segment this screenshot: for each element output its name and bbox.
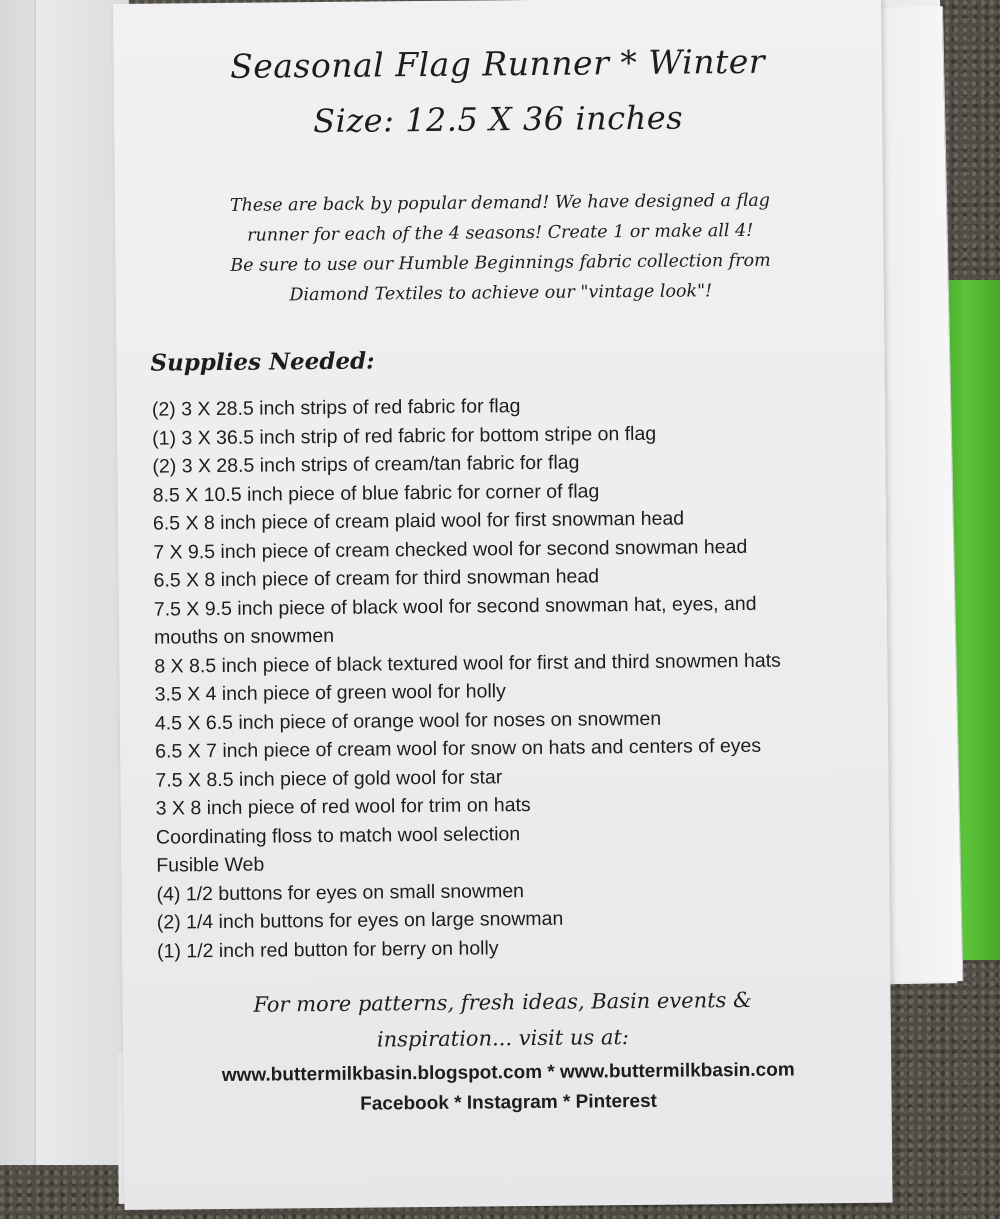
supply-item: (4) 1/2 buttons for eyes on small snowmen [156, 879, 525, 906]
supply-item: Fusible Web [156, 853, 265, 877]
supply-item: 6.5 X 7 inch piece of cream wool for snow on hats and centers of eyes [155, 734, 762, 763]
pattern-title: Seasonal Flag Runner * Winter [229, 41, 766, 86]
supply-item: 3.5 X 4 inch piece of green wool for holly [154, 680, 506, 706]
supply-item: 4.5 X 6.5 inch piece of orange wool for noses on snowmen [154, 707, 662, 735]
intro-line: Diamond Textiles to achieve our "vintage look"! [289, 281, 713, 306]
supply-item: (2) 3 X 28.5 inch strips of red fabric for flag [151, 395, 521, 421]
intro-line: These are back by popular demand! We have designed a flag [229, 190, 771, 216]
background-paper-left [0, 0, 129, 1165]
intro-line: runner for each of the 4 seasons! Create 1 or make all 4! [247, 220, 754, 246]
social-links: Facebook * Instagram * Pinterest [360, 1090, 658, 1115]
supply-item: (1) 1/2 inch red button for berry on holly [156, 936, 499, 963]
supply-item: Coordinating floss to match wool selection [155, 822, 521, 849]
intro-paragraph [155, 185, 846, 312]
supply-item: 8 X 8.5 inch piece of black textured wool for first and third snowmen hats [154, 649, 781, 678]
pattern-sheet [113, 0, 893, 1210]
background-paper-left-fold [34, 0, 106, 1165]
supply-item: 7.5 X 8.5 inch piece of gold wool for star [155, 765, 503, 792]
supply-item: 6.5 X 8 inch piece of cream for third snowman head [153, 565, 600, 592]
supplies-list [152, 389, 857, 966]
supply-item: 7 X 9.5 inch piece of cream checked wool for second snowman head [153, 535, 748, 564]
supply-item: (2) 1/4 inch buttons for eyes on large snowman [156, 907, 564, 934]
footer-message [182, 981, 823, 1059]
supply-item: 8.5 X 10.5 inch piece of blue fabric for corner of flag [152, 479, 600, 507]
supply-item: (2) 3 X 28.5 inch strips of cream/tan fabric for flag [152, 451, 580, 478]
website-links: www.buttermilkbasin.blogspot.com * www.buttermilkbasin.com [221, 1059, 795, 1087]
supply-item: 3 X 8 inch piece of red wool for trim on hats [155, 794, 531, 820]
supplies-heading: Supplies Needed: [150, 347, 375, 377]
footer-message-line: inspiration... visit us at: [376, 1025, 630, 1052]
footer-message-line: For more patterns, fresh ideas, Basin events & [253, 987, 752, 1017]
footer-links [163, 1055, 854, 1122]
intro-line: Be sure to use our Humble Beginnings fabric collection from [230, 250, 771, 276]
supply-item: (1) 3 X 36.5 inch strip of red fabric for bottom stripe on flag [152, 422, 657, 450]
supply-item: mouths on snowmen [153, 624, 335, 649]
supply-item: 7.5 X 9.5 inch piece of black wool for second snowman hat, eyes, and [153, 592, 757, 621]
pattern-size: Size: 12.5 X 36 inches [312, 98, 684, 141]
supply-item: 6.5 X 8 inch piece of cream plaid wool for first snowman head [152, 507, 685, 535]
